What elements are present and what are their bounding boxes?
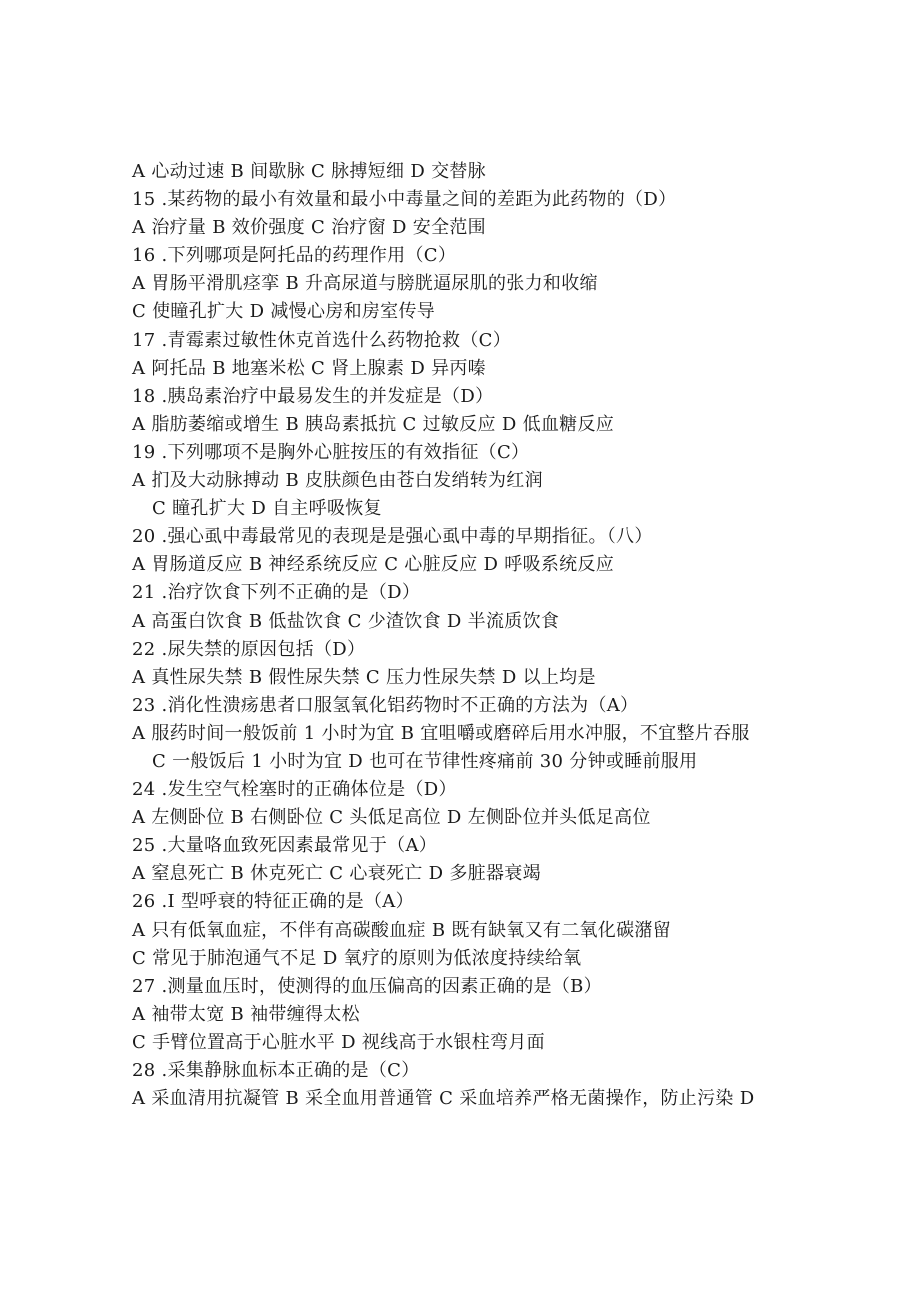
text-line: 20 .强心虱中毒最常见的表现是是强心虱中毒的早期指征。（八）: [132, 526, 653, 548]
text-line: A 采血清用抗凝管 B 采全血用普通管 C 采血培养严格无菌操作，防止污染 D: [132, 1088, 755, 1110]
text-line: A 袖带太宽 B 袖带缠得太松: [132, 1003, 360, 1025]
text-line: 24 .发生空气栓塞时的正确体位是（D）: [132, 779, 457, 801]
text-line: 26 .I 型呼衰的特征正确的是（A）: [132, 891, 414, 913]
text-line: C 手臂位置高于心脏水平 D 视线高于水银柱弯月面: [132, 1031, 545, 1053]
text-line: A 心动过速 B 间歇脉 C 脉搏短细 D 交替脉: [132, 161, 486, 182]
text-line: 17 .青霉素过敏性休克首选什么药物抢救（C）: [132, 329, 512, 351]
text-line: C 瞳孔扩大 D 自主呼吸恢复: [152, 498, 382, 520]
text-line: 19 .下列哪项不是胸外心脏按压的有效指征（C）: [132, 441, 530, 463]
text-line: 16 .下列哪项是阿托品的药理作用（C）: [132, 245, 457, 267]
text-line: 25 .大量咯血致死因素最常见于（A）: [132, 835, 438, 857]
text-line: A 阿托品 B 地塞米松 C 肾上腺素 D 异丙嗪: [132, 357, 486, 379]
text-line: 21 .治疗饮食下列不正确的是（D）: [132, 582, 421, 604]
text-line: A 胃肠平滑肌痉挛 B 升高尿道与膀胱逼尿肌的张力和收缩: [132, 273, 598, 295]
text-line: A 服药时间一般饭前 1 小时为宜 B 宜咀嚼或磨碎后用水冲服，不宜整片吞服: [132, 722, 750, 744]
text-line: C 常见于肺泡通气不足 D 氧疗的原则为低浓度持续给氧: [132, 947, 582, 969]
text-line: A 真性尿失禁 B 假性尿失禁 C 压力性尿失禁 D 以上均是: [132, 666, 596, 688]
text-line: C 使瞳孔扩大 D 减慢心房和房室传导: [132, 301, 436, 323]
text-line: 28 .采集静脉血标本正确的是（C）: [132, 1060, 420, 1081]
text-line: A 左侧卧位 B 右侧卧位 C 头低足高位 D 左侧卧位并头低足高位: [132, 807, 651, 829]
text-line: A 只有低氧血症，不伴有高碳酸血症 B 既有缺氧又有二氧化碳潴留: [132, 919, 671, 941]
text-line: 15 .某药物的最小有效量和最小中毒量之间的差距为此药物的（D）: [132, 189, 677, 211]
text-line: A 胃肠道反应 B 神经系统反应 C 心脏反应 D 呼吸系统反应: [132, 554, 615, 576]
text-line: 27 .测量血压时，使测得的血压偏高的因素正确的是（B）: [132, 975, 602, 997]
text-line: 22 .尿失禁的原因包括（D）: [132, 638, 366, 660]
text-line: A 窒息死亡 B 休克死亡 C 心衰死亡 D 多脏器衰竭: [132, 863, 541, 885]
text-line: A 脂肪萎缩或增生 B 胰岛素抵抗 C 过敏反应 D 低血糖反应: [132, 413, 615, 435]
text-line: A 治疗量 B 效价强度 C 治疗窗 D 安全范围: [132, 217, 486, 239]
text-line: A 高蛋白饮食 B 低盐饮食 C 少渣饮食 D 半流质饮食: [132, 610, 560, 632]
text-line: 23 .消化性溃疡患者口服氢氧化铝药物时不正确的方法为（A）: [132, 694, 639, 716]
text-line: 18 .胰岛素治疗中最易发生的并发症是（D）: [132, 385, 494, 407]
question-text-block: [132, 158, 812, 1113]
text-line: A 扪及大动脉搏动 B 皮肤颜色由苍白发绡转为红润: [132, 470, 543, 492]
text-line: C 一般饭后 1 小时为宜 D 也可在节律性疼痛前 30 分钟或睡前服用: [152, 750, 698, 772]
